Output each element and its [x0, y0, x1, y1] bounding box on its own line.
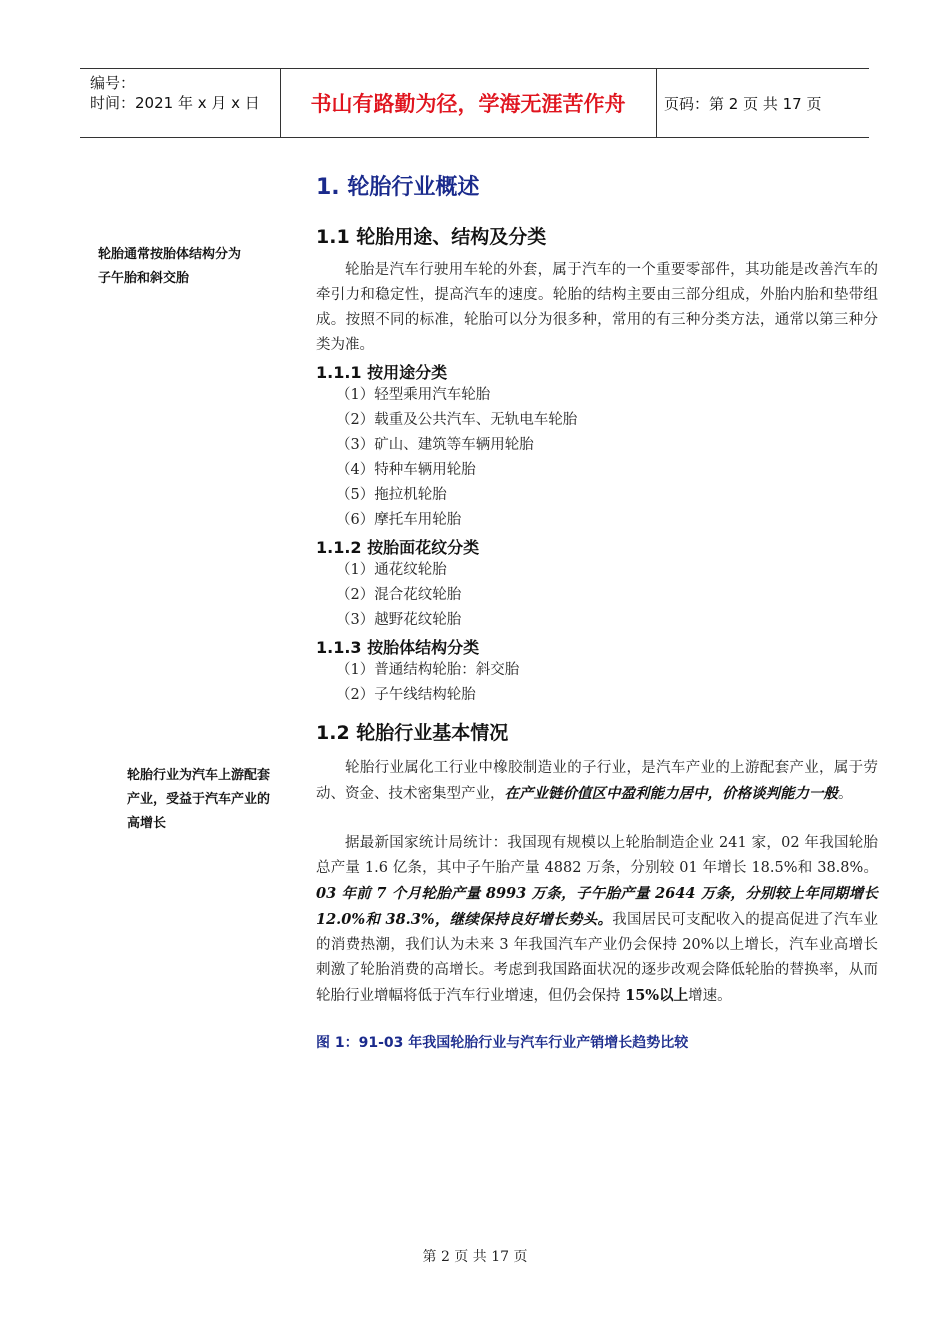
sidenote-line: 高增长: [127, 816, 167, 831]
paragraph-text: 增速。: [688, 988, 732, 1004]
paragraph-text: 据最新国家统计局统计：我国现有规模以上轮胎制造企业 241 家，02 年我国轮胎总产量 1.6 亿条，其中子午胎产量 4882 万条，分别较 01 年增长 18.5%和 38.8%。: [316, 835, 878, 876]
list-item: （2）载重及公共汽车、无轨电车轮胎: [336, 412, 578, 428]
paragraph-text: 。: [838, 786, 853, 802]
list-item: （3）矿山、建筑等车辆用轮胎: [336, 437, 534, 453]
list-item: （6）摩托车用轮胎: [336, 512, 462, 528]
list-item: （1）通花纹轮胎: [336, 562, 447, 578]
sidenote-line: 子午胎和斜交胎: [98, 271, 190, 286]
highlight-text: 03 年前 7 个月轮胎产量 8993 万条，子午胎产量 2644 万条，分别较上年同期增长 12.0%和 38.3%，继续保持良好增长势头。: [316, 885, 878, 928]
sidenote-tire-structure: [98, 243, 241, 291]
page-footer: 第 2 页 共 17 页: [422, 1249, 528, 1265]
section-title: 1. 轮胎行业概述: [316, 175, 480, 200]
list-item: （2）混合花纹轮胎: [336, 587, 462, 603]
industry-paragraph-1: [316, 756, 878, 807]
list-item: （3）越野花纹轮胎: [336, 612, 462, 628]
list-item: （1）普通结构轮胎：斜交胎: [336, 662, 520, 678]
heading-by-structure: 1.1.3 按胎体结构分类: [316, 638, 480, 657]
bold-text: 15%以上: [625, 987, 689, 1004]
header-motto: 书山有路勤为径，学海无涯苦作舟: [310, 92, 626, 116]
time-label: 时间：2021 年 x 月 x 日: [90, 94, 260, 112]
intro-paragraph: 轮胎是汽车行驶用车轮的外套，属于汽车的一个重要零部件，其功能是改善汽车的牵引力和稳定性，提高汽车的速度。轮胎的结构主要由三部分组成，外胎内胎和垫带组成。按照不同的标准，轮胎可以分为很多种，常用的有三种分类方法，通常以第三种分类为准。: [316, 262, 878, 353]
list-item: （1）轻型乘用汽车轮胎: [336, 387, 491, 403]
sidenote-line: 产业，受益于汽车产业的: [127, 792, 271, 807]
page-header: [80, 68, 869, 138]
paragraph-text: 轮胎行业属化工行业中橡胶制造业的子行业，是汽车产业的上游配套产业，属于劳动、资金、技术密集型产业，: [316, 760, 878, 802]
heading-by-tread: 1.1.2 按胎面花纹分类: [316, 538, 480, 557]
header-meta: [90, 73, 260, 113]
list-item: （5）拖拉机轮胎: [336, 487, 447, 503]
heading-by-use: 1.1.1 按用途分类: [316, 363, 448, 382]
highlight-text: 在产业链价值区中盈利能力居中，价格谈判能力一般: [504, 785, 838, 802]
sidenote-line: 轮胎通常按胎体结构分为: [98, 247, 242, 262]
figure-caption: 图 1：91-03 年我国轮胎行业与汽车行业产销增长趋势比较: [316, 1035, 689, 1051]
sidenote-line: 轮胎行业为汽车上游配套: [127, 768, 271, 783]
number-label: 编号：: [90, 74, 136, 92]
sidenote-industry-growth: [127, 764, 270, 836]
list-item: （4）特种车辆用轮胎: [336, 462, 476, 478]
list-item: （2）子午线结构轮胎: [336, 687, 476, 703]
subsection-title-1-2: 1.2 轮胎行业基本情况: [316, 722, 509, 744]
header-page-code: 页码：第 2 页 共 17 页: [664, 94, 822, 113]
paragraph-text: 我国居民可支配收入的提高促进了汽车业的消费热潮，我们认为未来 3 年我国汽车产业仍会保持 20%以上增长，汽车业高增长刺激了轮胎消费的高增长。考虑到我国路面状况的逐步改观会降低轮胎的替换率，从而轮胎行业增幅将低于汽车行业增速，但仍会保持: [316, 912, 879, 1004]
header-divider: [656, 69, 657, 137]
subsection-title-1-1: 1.1 轮胎用途、结构及分类: [316, 226, 547, 248]
industry-paragraph-2: [316, 831, 878, 1009]
